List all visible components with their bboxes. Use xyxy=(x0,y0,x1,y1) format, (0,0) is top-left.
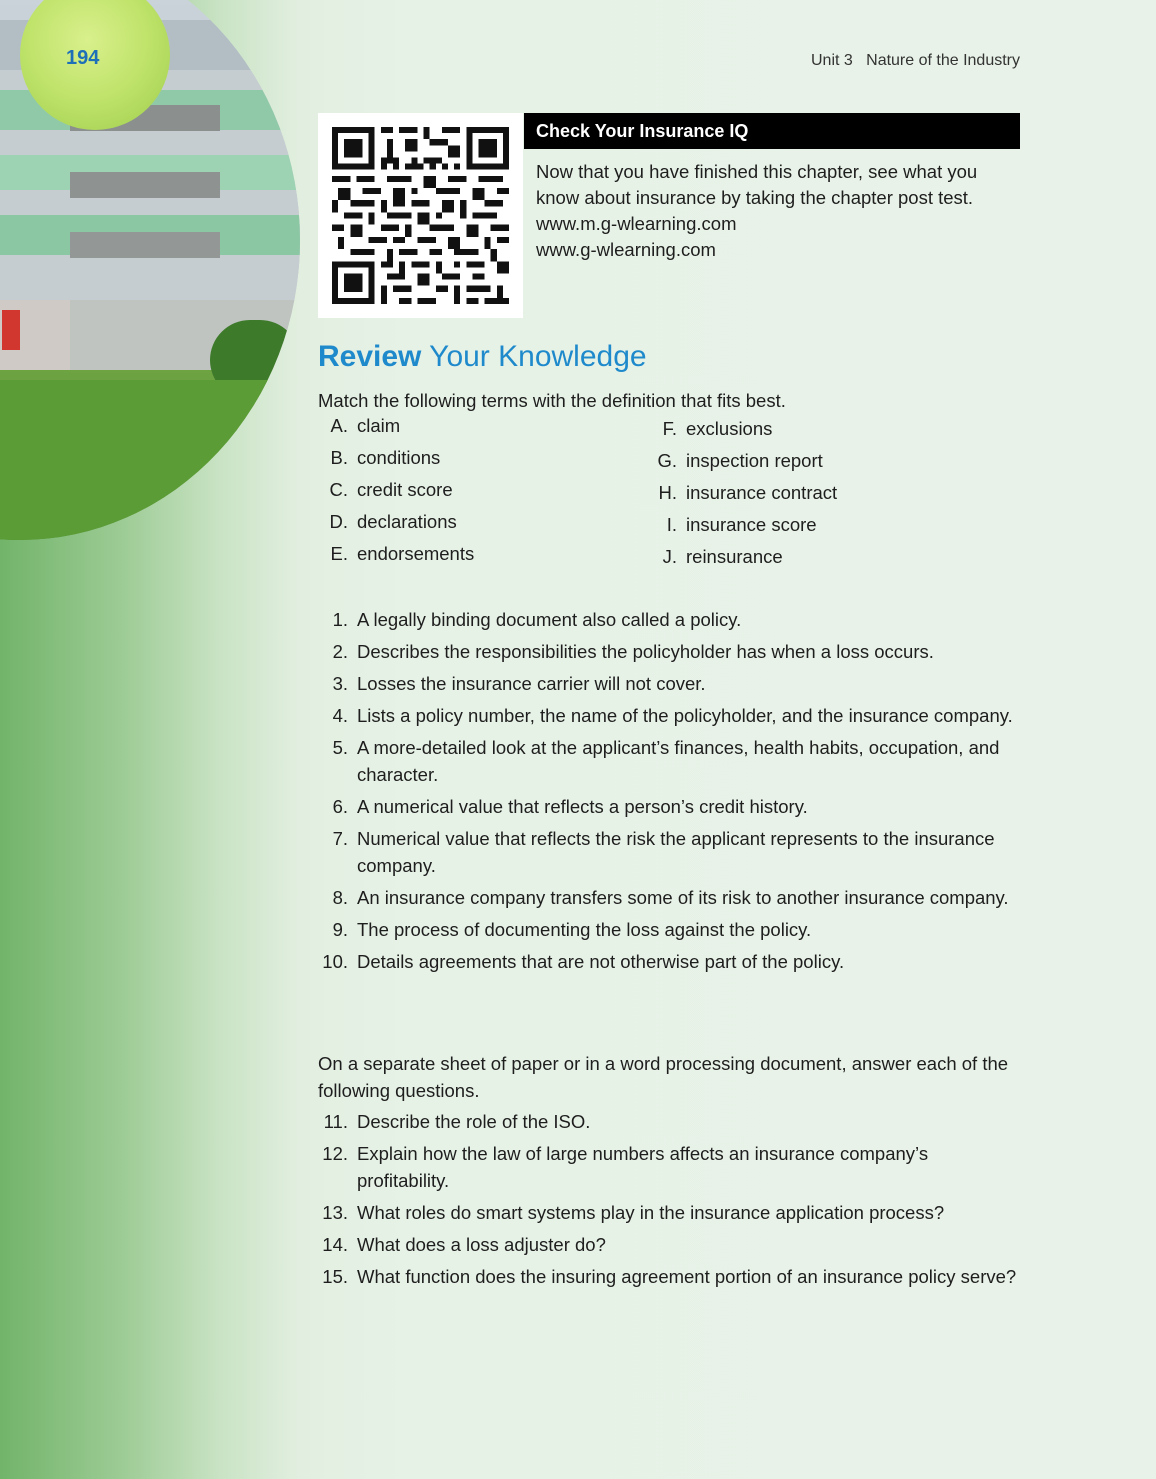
term-item: C. credit score xyxy=(329,479,453,500)
definition-item: 9. The process of documenting the loss against the policy. xyxy=(332,919,812,940)
matching-instruction: Match the following terms with the definition that fits best. xyxy=(318,390,786,411)
term-item: H. insurance contract xyxy=(658,482,838,503)
term-item: A. claim xyxy=(330,415,401,436)
qr-code-icon xyxy=(332,127,509,304)
running-head: Unit 3 Nature of the Industry xyxy=(811,52,1020,69)
term-item: D. declarations xyxy=(329,511,457,532)
definition-item: 3. Losses the insurance carrier will not cover. xyxy=(332,673,706,694)
definition-item: 1. A legally binding document also called a policy. xyxy=(332,609,742,630)
questions-list xyxy=(318,1108,1020,1295)
insurance-iq-heading: Check Your Insurance IQ xyxy=(524,113,1020,149)
qr-code[interactable] xyxy=(318,113,523,318)
section-title xyxy=(318,340,647,374)
definition-item: 6. A numerical value that reflects a person’s credit history. xyxy=(332,796,808,817)
term-item: J. reinsurance xyxy=(662,546,783,567)
iq-link-web[interactable]: www.g-wlearning.com xyxy=(536,239,716,260)
definition-item: 7. Numerical value that reflects the risk the applicant represents to the insurance company. xyxy=(332,828,995,876)
definition-item: 2. Describes the responsibilities the policyholder has when a loss occurs. xyxy=(332,641,934,662)
question-item: 11. Describe the role of the ISO. xyxy=(323,1111,591,1132)
iq-line: know about insurance by taking the chapter post test. xyxy=(536,187,974,208)
iq-link-mobile[interactable]: www.m.g-wlearning.com xyxy=(536,213,737,234)
definition-item: 8. An insurance company transfers some of its risk to another insurance company. xyxy=(332,887,1009,908)
insurance-iq-text xyxy=(536,159,1020,263)
definitions-list xyxy=(318,606,1020,980)
section-title-rest: Your Knowledge xyxy=(421,340,647,373)
section-title-bold: Review xyxy=(318,340,422,373)
term-item: E. endorsements xyxy=(330,543,475,564)
definition-item: 5. A more-detailed look at the applicant’s finances, health habits, occupation, and character. xyxy=(332,737,1000,785)
question-item: 13. What roles do smart systems play in the insurance application process? xyxy=(322,1202,945,1223)
definition-item: 10. Details agreements that are not otherwise part of the policy. xyxy=(322,951,845,972)
questions-instruction: On a separate sheet of paper or in a word processing document, answer each of the following questions. xyxy=(318,1053,1009,1101)
iq-line: Now that you have finished this chapter, see what you xyxy=(536,161,978,182)
definition-item: 4. Lists a policy number, the name of the policyholder, and the insurance company. xyxy=(332,705,1013,726)
term-item: I. insurance score xyxy=(666,514,817,535)
term-item: G. inspection report xyxy=(657,450,823,471)
term-item: B. conditions xyxy=(330,447,441,468)
term-item: F. exclusions xyxy=(662,418,773,439)
question-item: 14. What does a loss adjuster do? xyxy=(322,1234,606,1255)
question-item: 15. What function does the insuring agreement portion of an insurance policy serve? xyxy=(322,1266,1017,1287)
page-number: 194 xyxy=(66,47,100,69)
question-item: 12. Explain how the law of large numbers affects an insurance company’s profitability. xyxy=(322,1143,929,1191)
